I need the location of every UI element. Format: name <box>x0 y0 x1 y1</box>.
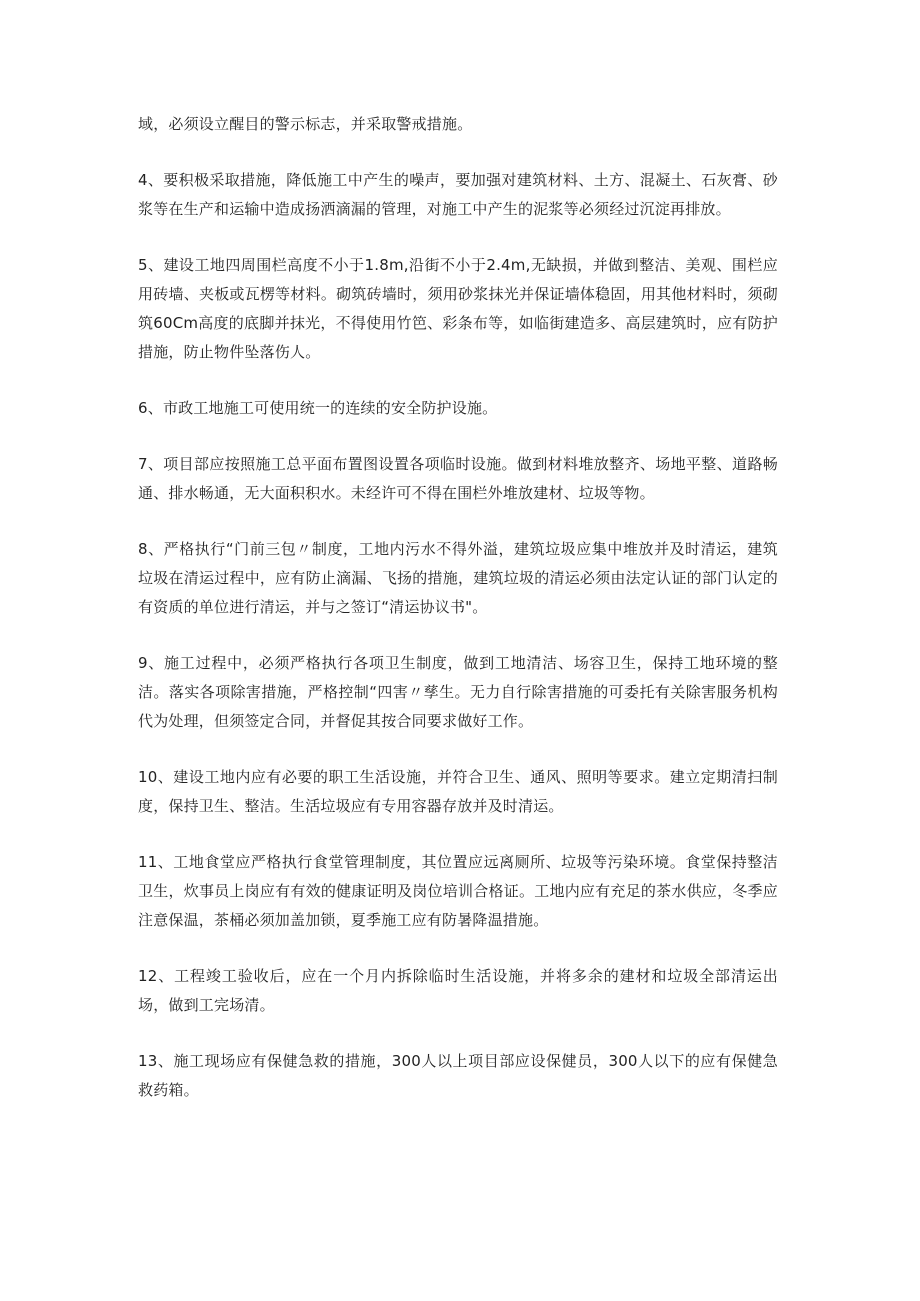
paragraph-item-7: 7、项目部应按照施工总平面布置图设置各项临时设施。做到材料堆放整齐、场地平整、道路畅通、排水畅通，无大面积积水。未经许可不得在围栏外堆放建材、垃圾等物。 <box>138 455 778 502</box>
paragraph-item-8: 8、严格执行“门前三包〃制度，工地内污水不得外溢，建筑垃圾应集中堆放并及时清运，建筑垃圾在清运过程中，应有防止滴漏、飞扬的措施，建筑垃圾的清运必须由法定认证的部门认定的有资质的单位进行清运，并与之签订“清运协议书"。 <box>138 540 778 616</box>
paragraph-item-12: 12、工程竣工验收后，应在一个月内拆除临时生活设施，并将多余的建材和垃圾全部清运出场，做到工完场清。 <box>138 967 778 1014</box>
paragraph-item-13: 13、施工现场应有保健急救的措施，300人以上项目部应设保健员，300人以下的应有保健急救药箱。 <box>138 1052 778 1099</box>
paragraph-item-9: 9、施工过程中，必须严格执行各项卫生制度，做到工地清洁、场容卫生，保持工地环境的整洁。落实各项除害措施，严格控制“四害〃孳生。无力自行除害措施的可委托有关除害服务机构代为处理，但须签定合同，并督促其按合同要求做好工作。 <box>138 654 778 730</box>
paragraph-item-10: 10、建设工地内应有必要的职工生活设施，并符合卫生、通风、照明等要求。建立定期清扫制度，保持卫生、整洁。生活垃圾应有专用容器存放并及时清运。 <box>138 768 778 815</box>
paragraph-continuation: 域，必须设立醒目的警示标志，并采取警戒措施。 <box>138 115 473 133</box>
paragraph-item-11: 11、工地食堂应严格执行食堂管理制度，其位置应远离厕所、垃圾等污染环境。食堂保持整洁卫生，炊事员上岗应有有效的健康证明及岗位培训合格证。工地内应有充足的茶水供应，冬季应注意保温，茶桶必须加盖加锁，夏季施工应有防暑降温措施。 <box>138 853 778 929</box>
document-body <box>138 110 778 1132</box>
paragraph-item-4: 4、要积极采取措施，降低施工中产生的噪声，要加强对建筑材料、土方、混凝土、石灰膏、砂浆等在生产和运输中造成扬洒滴漏的管理，对施工中产生的泥浆等必须经过沉淀再排放。 <box>138 171 778 218</box>
paragraph-item-5: 5、建设工地四周围栏高度不小于1.8m,沿街不小于2.4m,无缺损，并做到整洁、美观、围栏应用砖墙、夹板或瓦楞等材料。砌筑砖墙时，须用砂浆抹光并保证墙体稳固，用其他材料时，须砌筑60Cm高度的底脚并抹光，不得使用竹笆、彩条布等，如临街建造多、高层建筑时，应有防护措施，防止物件坠落伤人。 <box>138 256 778 361</box>
paragraph-item-6: 6、市政工地施工可使用统一的连续的安全防护设施。 <box>138 399 498 417</box>
